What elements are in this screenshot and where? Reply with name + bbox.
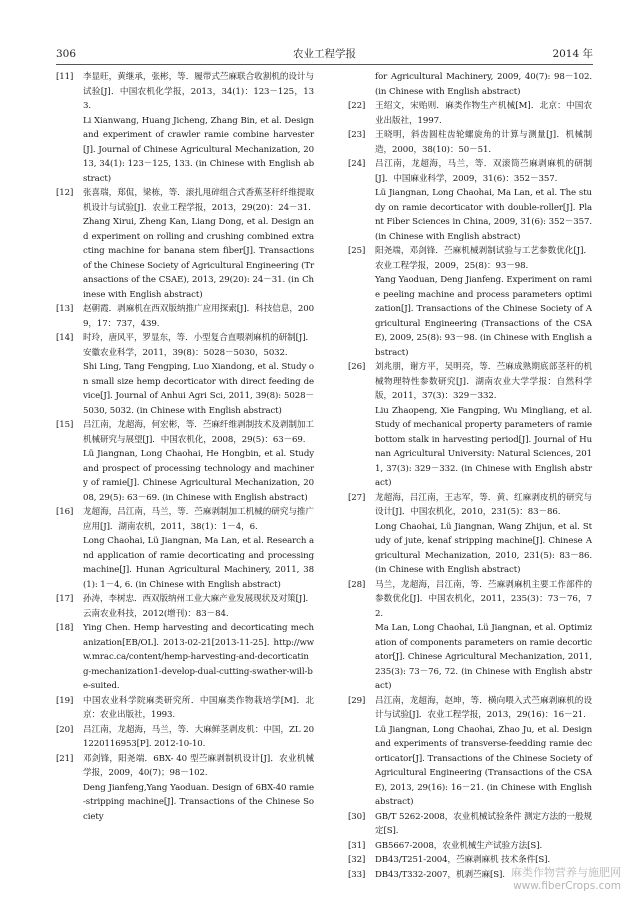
reference-text: 吕江南，龙超海，何宏彬，等．苎麻纤维剥制技术及剥制加工机械研究与展望[J]．中国农机化，2008，29(5)：63－69. <box>83 420 314 445</box>
reference-entry <box>348 244 592 360</box>
reference-text: 邓剑锋，阳尧端．6BX- 40 型苎麻剥制机设计[J]．农业机械学报，2009，40(7)；98－102. <box>83 753 314 778</box>
reference-number: [18] <box>56 623 74 633</box>
reference-english-text: Li Xianwang, Huang Jicheng, Zhang Bin, et al. Design and experiment of crawler ramie combine harvester[J]. Journal of Chinese Agricultural Mechanization, 2013, 34(1): 123－125, 133. (in Chinese with English abstract) <box>83 115 314 184</box>
reference-number: [21] <box>56 753 74 764</box>
reference-english-text: Lü Jiangnan, Long Chaohai, Ma Lan, et al. The study on ramie decorticator with double-roller[J]. Plant Fiber Sciences in China, 2009, 31(6): 352－357. (in Chinese with English abstract) <box>375 188 592 242</box>
reference-number: [16] <box>56 507 74 517</box>
reference-english-text: Deng Jianfeng,Yang Yaoduan. Design of 6BX-40 ramie-stripping machine[J]. Transactions of the Chinese Society <box>83 782 314 822</box>
reference-text: 吕江南，龙超海，赵坤，等．横向喂入式苎麻剥麻机的设计与试验[J]．农业工程学报，2013，29(16)：16－21. <box>375 695 592 720</box>
reference-number: [12] <box>56 188 74 198</box>
reference-entry <box>348 491 592 578</box>
reference-text: 李显旺，黄继承，张彬，等．履带式苎麻联合收割机的设计与试验[J]．中国农机化学报，2013，34(1)：123－125，133. <box>83 72 314 111</box>
reference-text: 张喜瑞，郑侃，梁栋，等．滚扎甩碎组合式香蕉茎秆纤维提取机设计与试验[J]．农业工程学报，2013，29(20)：24－31. <box>83 188 314 213</box>
reference-entry <box>56 70 314 186</box>
reference-text: 孙涛，李树忠．西双版纳州工业大麻产业发展现状及对策[J]．云南农业科技，2012(增刊)：83－84. <box>83 594 314 619</box>
reference-number: [13] <box>56 304 74 314</box>
reference-entry <box>348 839 592 854</box>
reference-text: DB43/T332-2007，机剥苎麻[S]. <box>375 869 505 880</box>
reference-entry <box>56 694 314 723</box>
reference-number: [14] <box>56 333 74 343</box>
reference-text: 龙超海，吕江南，王志军，等．黄、红麻剥皮机的研究与设计[J]．中国农机化，2010，231(5)：83－86. <box>375 492 592 517</box>
reference-text: 时玲，唐风平，罗显东，等．小型复合直喂剥麻机的研制[J]．安徽农业科学，2011，39(8)：5028－5030，5032. <box>83 333 314 358</box>
reference-continuation: for Agricultural Machinery, 2009, 40(7): 98－102. (in Chinese with English abstract) <box>375 72 592 97</box>
reference-number: [33] <box>348 869 366 880</box>
reference-text: GB5667-2008，农业机械生产试验方法[S]. <box>375 840 543 851</box>
reference-entry <box>348 99 592 128</box>
reference-number: [22] <box>348 101 366 111</box>
publication-year: 2014 年 <box>552 48 593 60</box>
reference-number: [32] <box>348 855 366 865</box>
reference-english-text: Ma Lan, Long Chaohai, Lü Jiangnan, et al. Optimization of components parameters on ramie decorticator[J]. Chinese Agricultural Mechanization, 2011, 235(3): 73－76, 72. (in Chinese with English abstract) <box>375 623 592 691</box>
reference-number: [11] <box>56 72 74 82</box>
reference-entry <box>56 752 314 825</box>
reference-english-text: Long Chaohai, Lü Jiangnan, Ma Lan, et al. Research and application of ramie decorticating and processing machine[J]. Hunan Agricultural Machinery, 2011, 38(1): 1－4, 6. (in Chinese with English abstract) <box>83 536 314 590</box>
reference-text: 龙超海，吕江南，马兰，等．苎麻剥制加工机械的研究与推广应用[J]．湖南农机，2011，38(1)：1－4，6. <box>83 507 314 532</box>
reference-english-text: Shi Ling, Tang Fengping, Luo Xiandong, et al. Study on small size hemp decorticator with direct feeding device[J]. Journal of Anhui Agri Sci, 2011, 39(8): 5028－5030, 5032. (in Chinese with English abstract) <box>83 362 314 416</box>
reference-text: 王绍文，宋贻则．麻类作物生产机械[M]．北京：中国农业出版社，1997. <box>375 101 592 126</box>
journal-title: 农业工程学报 <box>293 48 356 60</box>
reference-entry <box>56 505 314 592</box>
reference-english-text: Lü Jiangnan, Long Chaohai, He Hongbin, et al. Study and prospect of processing technology and machinery of ramie[J]. Chinese Agricultural Mechanization, 2008, 29(5): 63－69. (in Chinese with English abstract) <box>83 449 314 503</box>
reference-entry <box>56 418 314 505</box>
reference-english-text: Yang Yaoduan, Deng Jianfeng. Experiment on ramie peeling machine and process parameters optimization[J]. Transactions of the Chinese Society of Agricultural Engineering (Transactions of the CSAE), 2009, 25(8): 93－98. (in Chinese with English abstract) <box>375 275 592 358</box>
reference-text: GB/T 5262-2008，农业机械试验条件 测定方法的一般规定[S]. <box>375 811 592 836</box>
reference-english-text: Long Chaohai, Lü Jiangnan, Wang Zhijun, et al. Study of jute, kenaf stripping machine[J]. Chinese Agricultural Mechanization, 2010, 231(5): 83－86. (in Chinese with English abstract) <box>375 521 592 575</box>
site-watermark <box>511 866 621 893</box>
reference-english-text: Lü Jiangnan, Long Chaohai, Zhao Ju, et al. Design and experiments of transverse-feedding ramie decorticator[J]. Transactions of the Chinese Society of Agricultural Engineering (Transactions of the CSAE), 2013, 29(16): 16－21. (in Chinese with English abstract) <box>375 724 592 807</box>
reference-number: [26] <box>348 362 366 372</box>
reference-text: 王晓明，斜齿圆柱齿轮螺旋角的计算与测量[J]．机械制造，2000，38(10)：50－51. <box>375 130 592 155</box>
reference-text: DB43/T251-2004，苎麻剥麻机 技术条件[S]. <box>375 855 551 865</box>
reference-entry <box>56 592 314 621</box>
reference-number: [19] <box>56 695 74 706</box>
reference-english-text: Zhang Xirui, Zheng Kan, Liang Dong, et al. Design and experiment on rolling and crushing combined extracting machine for banana stem fiber[J]. Transactions of the Chinese Society of Agricultural Engineering (Transactions of the CSAE), 2013, 29(20): 24－31. (in Chinese with English abstract) <box>83 217 314 300</box>
references-right-column <box>348 70 592 882</box>
watermark-url: www.fiberCrops.com <box>513 880 621 892</box>
reference-entry <box>348 810 592 839</box>
reference-text: 吕江南，龙超海，马兰，等．大麻鲜茎剥皮机：中国，ZL 201220116953[P]. 2012-10-10. <box>83 724 314 749</box>
reference-entry <box>348 128 592 157</box>
reference-entry <box>348 578 592 694</box>
running-header <box>56 46 593 62</box>
reference-number: [25] <box>348 246 366 256</box>
reference-english-text: Liu Zhaopeng, Xie Fangping, Wu Mingliang, et al. Study of mechanical property parameters of ramie bottom stalk in harvesting period[J]. Journal of Hunan Agricultural University: Natural Sciences, 2011, 37(3): 329－332. (in Chinese with English abstract) <box>375 405 592 488</box>
reference-entry <box>348 694 592 810</box>
reference-number: [23] <box>348 130 366 140</box>
reference-entry <box>56 723 314 752</box>
reference-text: 赵朝霞．剥麻机在西双版纳推广应用探索[J]．科技信息，2009，17：737，439. <box>83 304 314 329</box>
reference-number: [20] <box>56 724 74 735</box>
reference-number: [28] <box>348 579 366 590</box>
reference-text: 中国农业科学院麻类研究所．中国麻类作物栽培学[M]．北京：农业出版社，1993. <box>83 695 314 720</box>
reference-entry <box>56 186 314 302</box>
reference-entry <box>56 621 314 694</box>
header-rule <box>56 64 593 65</box>
reference-number: [30] <box>348 811 366 822</box>
reference-number: [15] <box>56 420 74 430</box>
reference-number: [31] <box>348 840 366 851</box>
reference-entry <box>348 360 592 491</box>
reference-text: Ying Chen. Hemp harvesting and decorticating mechanization[EB/OL]. 2013-02-21[2013-11-25]. http://www.mrac.ca/content/hemp-harvesting-and-decorticating-mechanization1-develop-dual-cutting-swather-will-be-suited. <box>83 623 314 691</box>
reference-text: 阳尧端，邓剑锋．苎麻机械剥制试验与工艺参数优化[J]．农业工程学报，2009，25(8)：93－98. <box>375 246 592 271</box>
reference-text: 吕江南，龙超海，马兰，等．双滚筒苎麻剥麻机的研制[J]．中国麻业科学，2009，31(6)：352－357. <box>375 159 592 184</box>
reference-entry <box>56 331 314 418</box>
reference-number: [27] <box>348 492 366 503</box>
reference-entry <box>56 302 314 331</box>
reference-number: [17] <box>56 594 74 604</box>
references-left-column <box>56 70 314 824</box>
reference-number: [29] <box>348 695 366 706</box>
watermark-site-name: 麻类作物营养与施肥网 <box>511 866 621 879</box>
reference-text: 马兰，龙超海，吕江南，等．苎麻剥麻机主要工作部件的参数优化[J]．中国农机化，2011，235(3)：73－76，72. <box>375 579 592 619</box>
reference-text: 刘兆朋，谢方平，吴明亮，等．苎麻成熟期底部茎秆的机械物理特性参数研究[J]．湖南农业大学学报：自然科学版，2011，37(3)：329－332. <box>375 362 592 401</box>
reference-entry <box>348 157 592 244</box>
page-number: 306 <box>56 48 77 60</box>
reference-number: [24] <box>348 159 366 169</box>
